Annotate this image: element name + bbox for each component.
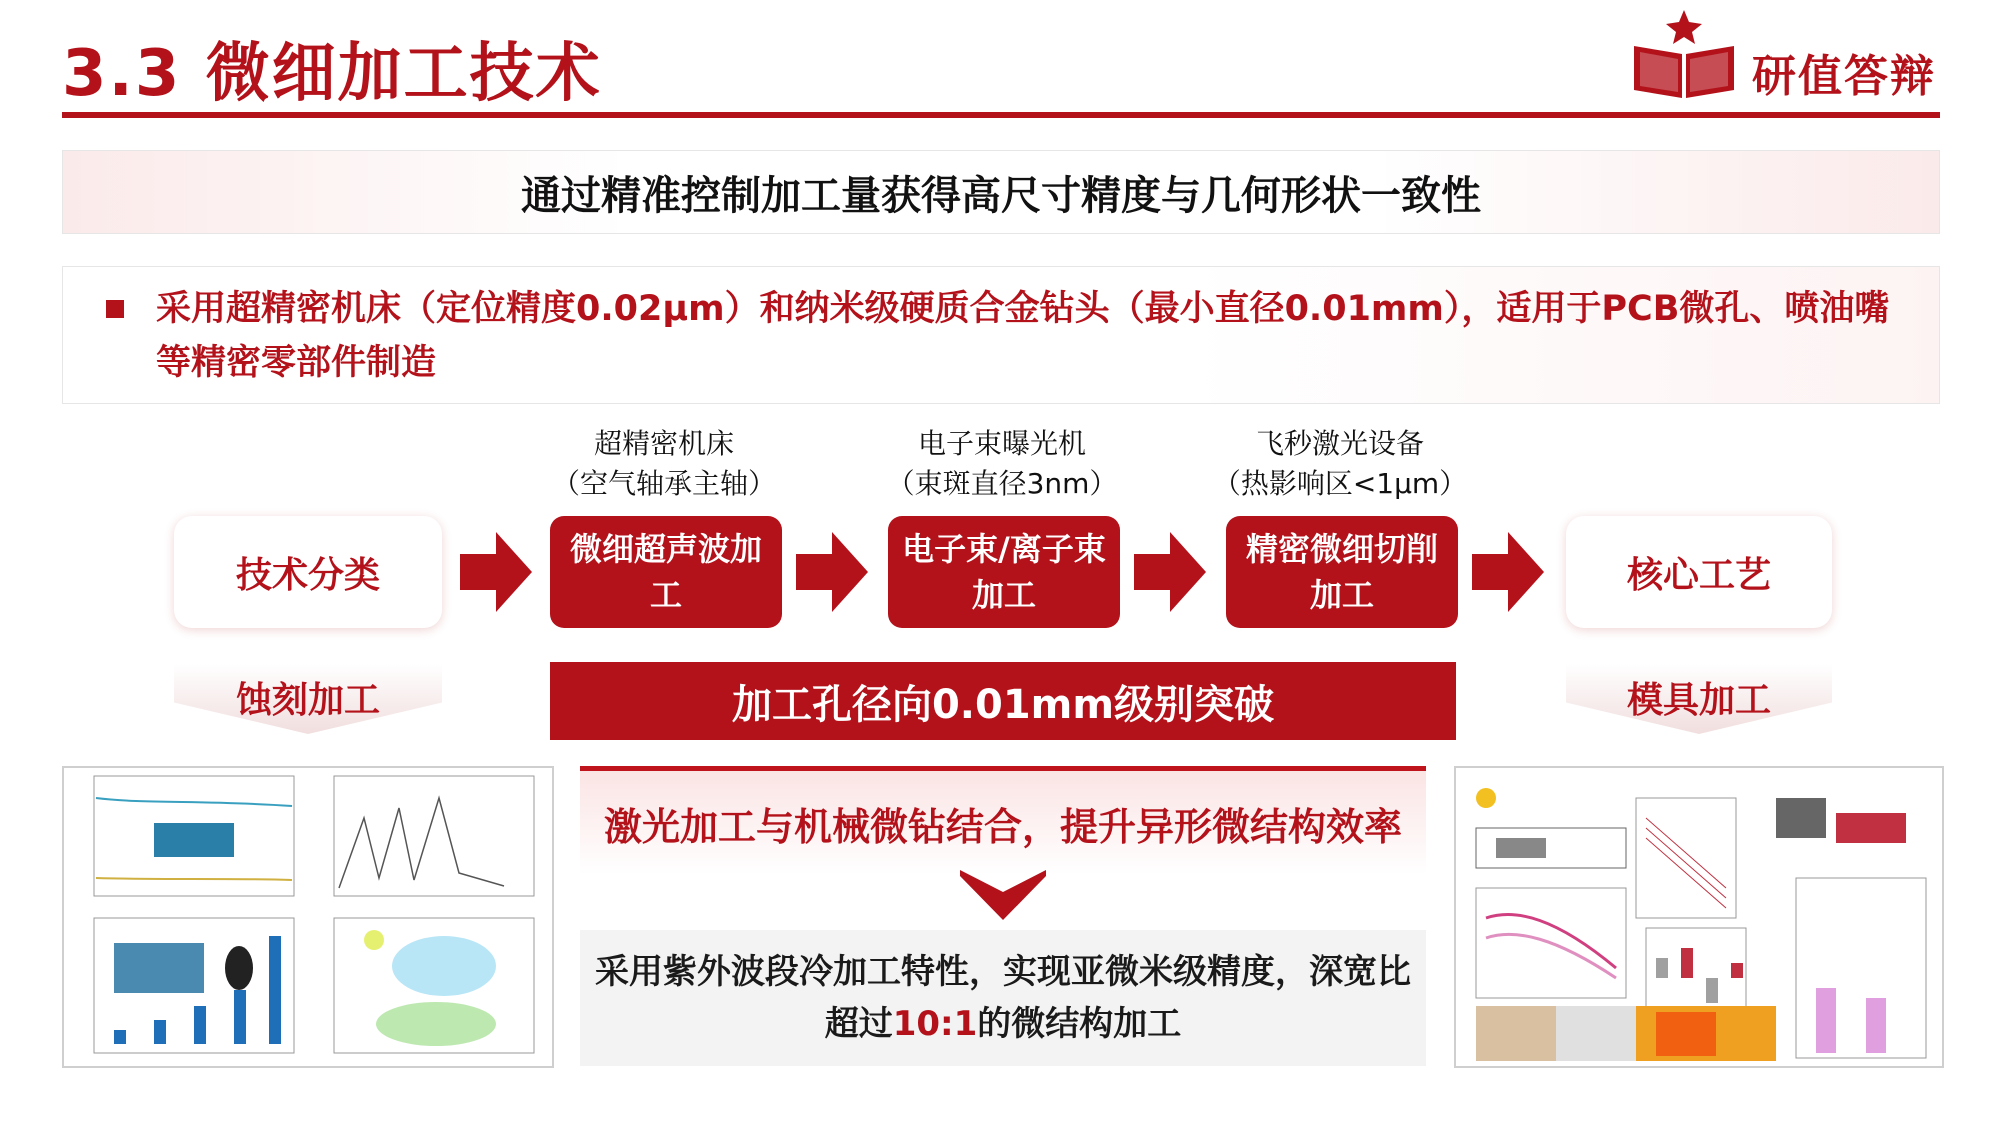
flow-start-box: 技术分类 [174, 516, 442, 628]
caption-step-2-sub: （束斑直径3nm） [886, 467, 1118, 500]
caption-step-2 [872, 424, 1132, 504]
book-star-logo-icon [1628, 6, 1740, 106]
arrow-right-icon [1472, 532, 1544, 612]
breakthrough-bar: 加工孔径向0.01mm级别突破 [550, 662, 1456, 740]
right-tag: 模具加工 [1626, 680, 1771, 721]
caption-step-3-sub: （热影响区<1μm） [1212, 467, 1468, 500]
middle-text-prefix: 采用紫外波段冷加工特性，实现亚微米级精度，深宽比超过 [595, 952, 1411, 1044]
right-figure-panel [1454, 766, 1944, 1068]
middle-text-highlight: 10:1 [892, 1004, 978, 1044]
arrow-right-icon [796, 532, 868, 612]
summary-banner: 通过精准控制加工量获得高尺寸精度与几何形状一致性 [62, 150, 1940, 234]
caption-step-3-title: 飞秒激光设备 [1255, 427, 1424, 460]
bullet-square-icon [106, 300, 124, 318]
flow-step-3: 精密微细切削加工 [1226, 516, 1458, 628]
flow-step-2: 电子束/离子束加工 [888, 516, 1120, 628]
caption-step-2-title: 电子束曝光机 [917, 427, 1086, 460]
middle-callout-title: 激光加工与机械微钻结合，提升异形微结构效率 [580, 766, 1426, 875]
flow-end-box: 核心工艺 [1566, 516, 1832, 628]
caption-step-1 [534, 424, 794, 504]
left-figure-image [64, 768, 552, 1066]
middle-text-suffix: 的微结构加工 [977, 1004, 1182, 1044]
arrow-right-icon [460, 532, 532, 612]
caption-step-3 [1210, 424, 1470, 504]
chevron-down-icon [960, 870, 1046, 920]
left-tag: 蚀刻加工 [235, 680, 380, 721]
left-figure-panel [62, 766, 554, 1068]
caption-step-1-title: 超精密机床 [593, 427, 734, 460]
caption-step-1-sub: （空气轴承主轴） [551, 467, 776, 500]
page-title: 3.3 微细加工技术 [62, 37, 602, 111]
arrow-right-icon [1134, 532, 1206, 612]
bullet-text: 采用超精密机床（定位精度0.02μm）和纳米级硬质合金钻头（最小直径0.01mm），适用于PCB微孔、喷油嘴等精密零部件制造 [156, 289, 1890, 383]
title-divider [62, 112, 1940, 118]
flow-step-1: 微细超声波加工 [550, 516, 782, 628]
right-figure-image [1456, 768, 1942, 1066]
logo-text: 研值答辩 [1752, 51, 1936, 102]
middle-callout-text [580, 930, 1426, 1066]
